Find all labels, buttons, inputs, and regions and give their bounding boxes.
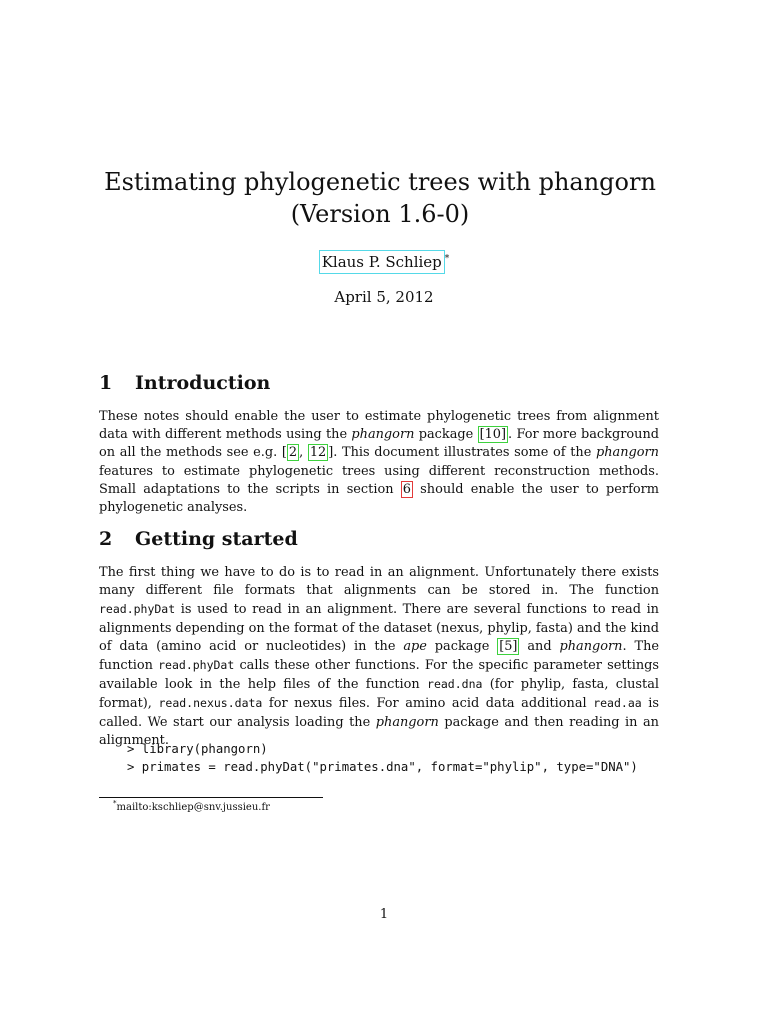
page-number: 1 (379, 907, 389, 922)
inline-code: read.dna (427, 677, 483, 692)
inline-code: read.phyDat (99, 602, 176, 617)
paragraph-text: is called. We start our analysis loading the (99, 696, 659, 730)
paragraph-text: . This document illustrates some of the (333, 445, 596, 461)
footnote (113, 801, 270, 815)
section-heading-introduction (99, 370, 270, 396)
introduction-paragraph (99, 408, 659, 517)
getting-started-paragraph (99, 564, 659, 750)
publication-date: April 5, 2012 (334, 288, 434, 306)
section-heading-getting-started (99, 526, 298, 552)
citation-link[interactable]: [10] (479, 427, 507, 443)
paragraph-text: . For more background on all the methods see e.g. (99, 427, 659, 461)
paragraph-text: features to estimate phylogenetic trees using different reconstruction methods. Small adaptations to the scripts in section (99, 463, 659, 497)
author-link[interactable] (319, 250, 445, 274)
code-block (127, 740, 667, 776)
section-reference-link[interactable]: 6 (402, 481, 411, 497)
paragraph-text: ape (403, 638, 427, 654)
citation-link[interactable]: 2 (288, 445, 298, 461)
section-title: Getting started (135, 528, 298, 550)
footnote-mark: * (113, 799, 117, 808)
paragraph-text: (for phylip, fasta, clustal format), (99, 677, 659, 712)
citation-link[interactable]: [5] (499, 638, 518, 654)
citation-separator: , (299, 445, 308, 461)
inline-code: read.nexus.data (158, 696, 263, 711)
author-line (0, 250, 768, 274)
section-number: 2 (99, 528, 113, 550)
paragraph-text: calls these other functions. For the specific parameter settings available look in the help files of the function (99, 658, 659, 693)
paragraph-text: phangorn (559, 638, 623, 654)
page-title: Estimating phylogenetic trees with phangorn (Version 1.6-0) (104, 168, 656, 228)
paragraph-text: should enable the user to perform phylogenetic analyses. (99, 481, 659, 516)
paragraph-text: phangorn (595, 445, 659, 461)
code-line: > primates = read.phyDat("primates.dna", format="phylip", type="DNA") (127, 760, 638, 774)
paragraph-text: is used to read in an alignment. There are several functions to read in alignments depending on the format of the dataset (nexus, phylip, fasta) and the kind of data (amino acid or nucleotides) in the (99, 602, 659, 654)
author-name: Klaus P. Schliep (321, 253, 442, 271)
paragraph-text: phangorn (375, 714, 439, 730)
section-number: 1 (99, 372, 113, 394)
inline-code: read.aa (593, 696, 642, 711)
citation-link[interactable]: 12 (309, 445, 327, 461)
paragraph-text: package (426, 638, 498, 654)
footnote-email-link[interactable]: mailto:kschliep@snv.jussieu.fr (116, 802, 270, 813)
paragraph-text: package (414, 427, 478, 443)
paragraph-text: . The function (99, 638, 659, 674)
author-footnote-mark[interactable]: * (444, 254, 450, 264)
paragraph-text: package and then reading in an alignment. (99, 714, 659, 748)
paragraph-text: for nexus files. For amino acid data additional (262, 696, 594, 712)
section-title: Introduction (135, 372, 271, 394)
citation-bracket: [ (281, 445, 287, 461)
footnote-divider (99, 797, 323, 798)
paragraph-text: and (519, 638, 560, 654)
paragraph-text: These notes should enable the user to estimate phylogenetic trees from alignment data with different methods using the (99, 409, 659, 443)
citation-bracket: ] (328, 445, 334, 461)
paragraph-text: The first thing we have to do is to read in an alignment. Unfortunately there exists many different file formats that alignments can be stored in. The function (99, 565, 659, 599)
code-line: > library(phangorn) (127, 742, 268, 756)
paragraph-text: phangorn (351, 427, 415, 443)
inline-code: read.phyDat (158, 658, 235, 673)
